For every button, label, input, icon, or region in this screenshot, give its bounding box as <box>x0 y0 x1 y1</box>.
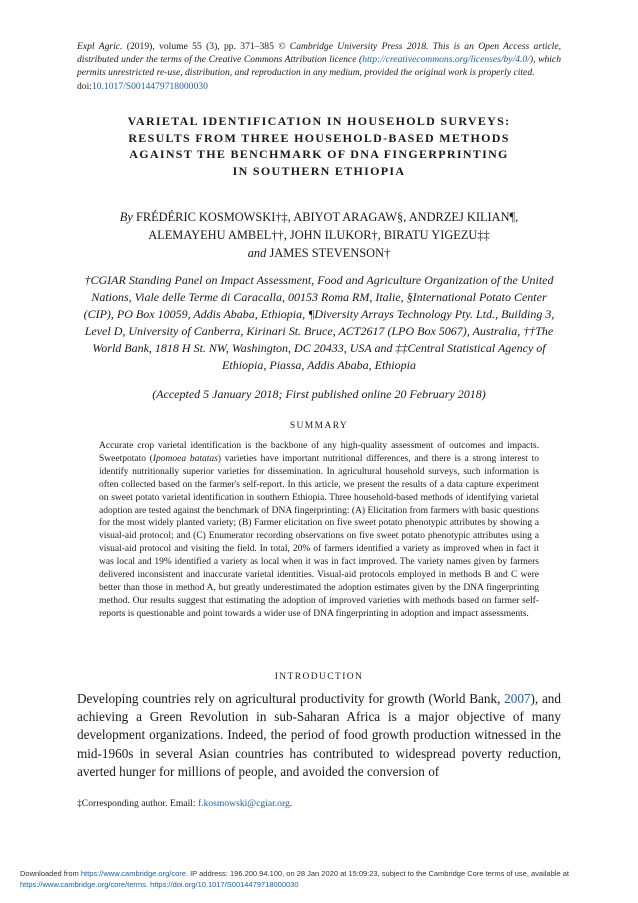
accepted-date: (Accepted 5 January 2018; First published online 20 February 2018) <box>152 387 486 401</box>
footnote-end: . <box>289 798 293 809</box>
journal-year: (2019), <box>126 41 155 52</box>
download-middle: . IP address: 196.200.94.100, on 28 Jan 2020 at 15:09:23, subject to the Cambridge Core terms of use, available at <box>185 869 569 878</box>
download-sep: . <box>145 880 151 889</box>
species-name: Ipomoea batatas <box>152 453 218 464</box>
author-list <box>70 208 568 262</box>
author-line <box>70 244 568 262</box>
abstract-text: ) varieties have important nutritional differences, and there is a strong interest to identify nutritionally superior varieties for dissemination. In agricultural household surveys, such information is often collected based on the farmer's self-report. In this article, we present the results of a data capture experiment on sweet potato varietal identification in southern Ethiopia. Three household-based methods of identifying varietal adoption are tested against the benchmark of DNA fingerprinting: (A) Elicitation from farmers with basic questions for the most widely planted variety; (B) Farmer elicitation on five sweet potato phenotypic attributes by showing a visual-aid protocol; and (C) Enumerator recording observations on five sweet potato phenotypic attributes using a visual-aid protocol and visiting the field. In total, 20% of farmers identified a variety as improved when in fact it was local and 19% identified a variety as local when it was in fact improved. The variety names given by farmers delivered inconsistent and inaccurate varietal identities. Visual-aid protocols employed in methods B and C were better than those in method A, but greatly underestimated the adoption estimates given by the DNA fingerprinting method. Our results suggest that estimating the adoption of improved varieties with methods based on farmer self-reports is questionable and point towards a wider use of DNA fingerprinting in adoption and impact assessments. <box>99 453 540 619</box>
title-line: RESULTS FROM THREE HOUSEHOLD-BASED METHODS <box>128 130 510 145</box>
doi-url-link[interactable]: https://doi.org/10.1017/S0014479718000030 <box>150 880 299 889</box>
doi-link[interactable]: 10.1017/S0014479718000030 <box>91 81 208 92</box>
title-line: IN SOUTHERN ETHIOPIA <box>232 163 406 178</box>
license-link[interactable]: http://creativecommons.org/licenses/by/4.0/ <box>362 54 530 65</box>
and-label: and <box>247 246 267 260</box>
article-title <box>60 113 578 179</box>
journal-info <box>77 40 561 79</box>
journal-citation: Expl Agric. <box>77 41 123 52</box>
core-link[interactable]: https://www.cambridge.org/core <box>80 869 186 878</box>
author-line <box>70 208 568 226</box>
affiliations: †CGIAR Standing Panel on Impact Assessment, Food and Agriculture Organization of the United Nations, Viale delle Terme di Caracalla, 00153 Roma RM, Italie, §International Potato Center (CIP), PO Box 10059, Addis Ababa, Ethiopia, ¶Diversity Arrays Technology Pty. Ltd., Building 3, Level D, University of Canberra, Kirinari St. Bruce, ACT2617 (LPO Box 5067), Australia, ††The World Bank, 1818 H St. NW, Washington, DC 20433, USA and ‡‡Central Statistical Agency of Ethiopia, Piassa, Addis Ababa, Ethiopia <box>83 273 555 372</box>
download-notice <box>20 868 625 890</box>
journal-volume-pages: volume 55 (3), pp. 371–385 <box>159 41 274 52</box>
by-label: By <box>119 210 133 224</box>
summary-heading: SUMMARY <box>289 421 349 431</box>
reference-link[interactable]: 2007 <box>504 691 531 706</box>
doi-line <box>77 80 208 93</box>
footnote-text: ‡Corresponding author. Email: <box>77 798 198 809</box>
intro-text: ), and achieving a Green Revolution in sub-Saharan Africa is a major objective of many development organizations. Indeed, the period of food growth production witnessed in the mid-1960s in several Asian countries has contributed to widespread poverty reduction, averted hunger for millions of people, and avoided the conversion of <box>77 691 561 779</box>
corresponding-author-footnote <box>77 797 561 810</box>
copyright-notice: © Cambridge University Press 2018. This is an Open Access article, distributed under the terms of the Creative Commons Attribution licence ( <box>77 41 562 65</box>
abstract <box>99 440 539 621</box>
title-line: AGAINST THE BENCHMARK OF DNA FINGERPRINTING <box>129 147 509 161</box>
email-link[interactable]: f.kosmowski@cgiar.org <box>197 798 290 809</box>
author-line: ALEMAYEHU AMBEL††, JOHN ILUKOR†, BIRATU YIGEZU‡‡ <box>148 228 490 242</box>
abstract-text: Accurate crop varietal identification is the backbone of any high-quality assessment of outcomes and impacts. Sweetpotato ( <box>99 441 539 464</box>
terms-link[interactable]: https://www.cambridge.org/core/terms <box>20 880 146 889</box>
author-names: FRÉDÉRIC KOSMOWSKI†‡, ABIYOT ARAGAW§, ANDRZEJ KILIAN¶, <box>135 210 519 224</box>
author-names: JAMES STEVENSON† <box>269 246 391 260</box>
title-line: VARIETAL IDENTIFICATION IN HOUSEHOLD SURVEYS: <box>127 114 511 128</box>
doi-label: doi: <box>77 81 92 92</box>
intro-text: Developing countries rely on agricultural productivity for growth (World Bank, <box>77 691 505 706</box>
introduction-heading: INTRODUCTION <box>274 672 364 682</box>
introduction-text <box>77 690 561 781</box>
download-prefix: Downloaded from <box>20 869 81 878</box>
license-tail: ), which permits unrestricted re-use, distribution, and reproduction in any medium, provided the original work is properly cited. <box>77 54 561 78</box>
